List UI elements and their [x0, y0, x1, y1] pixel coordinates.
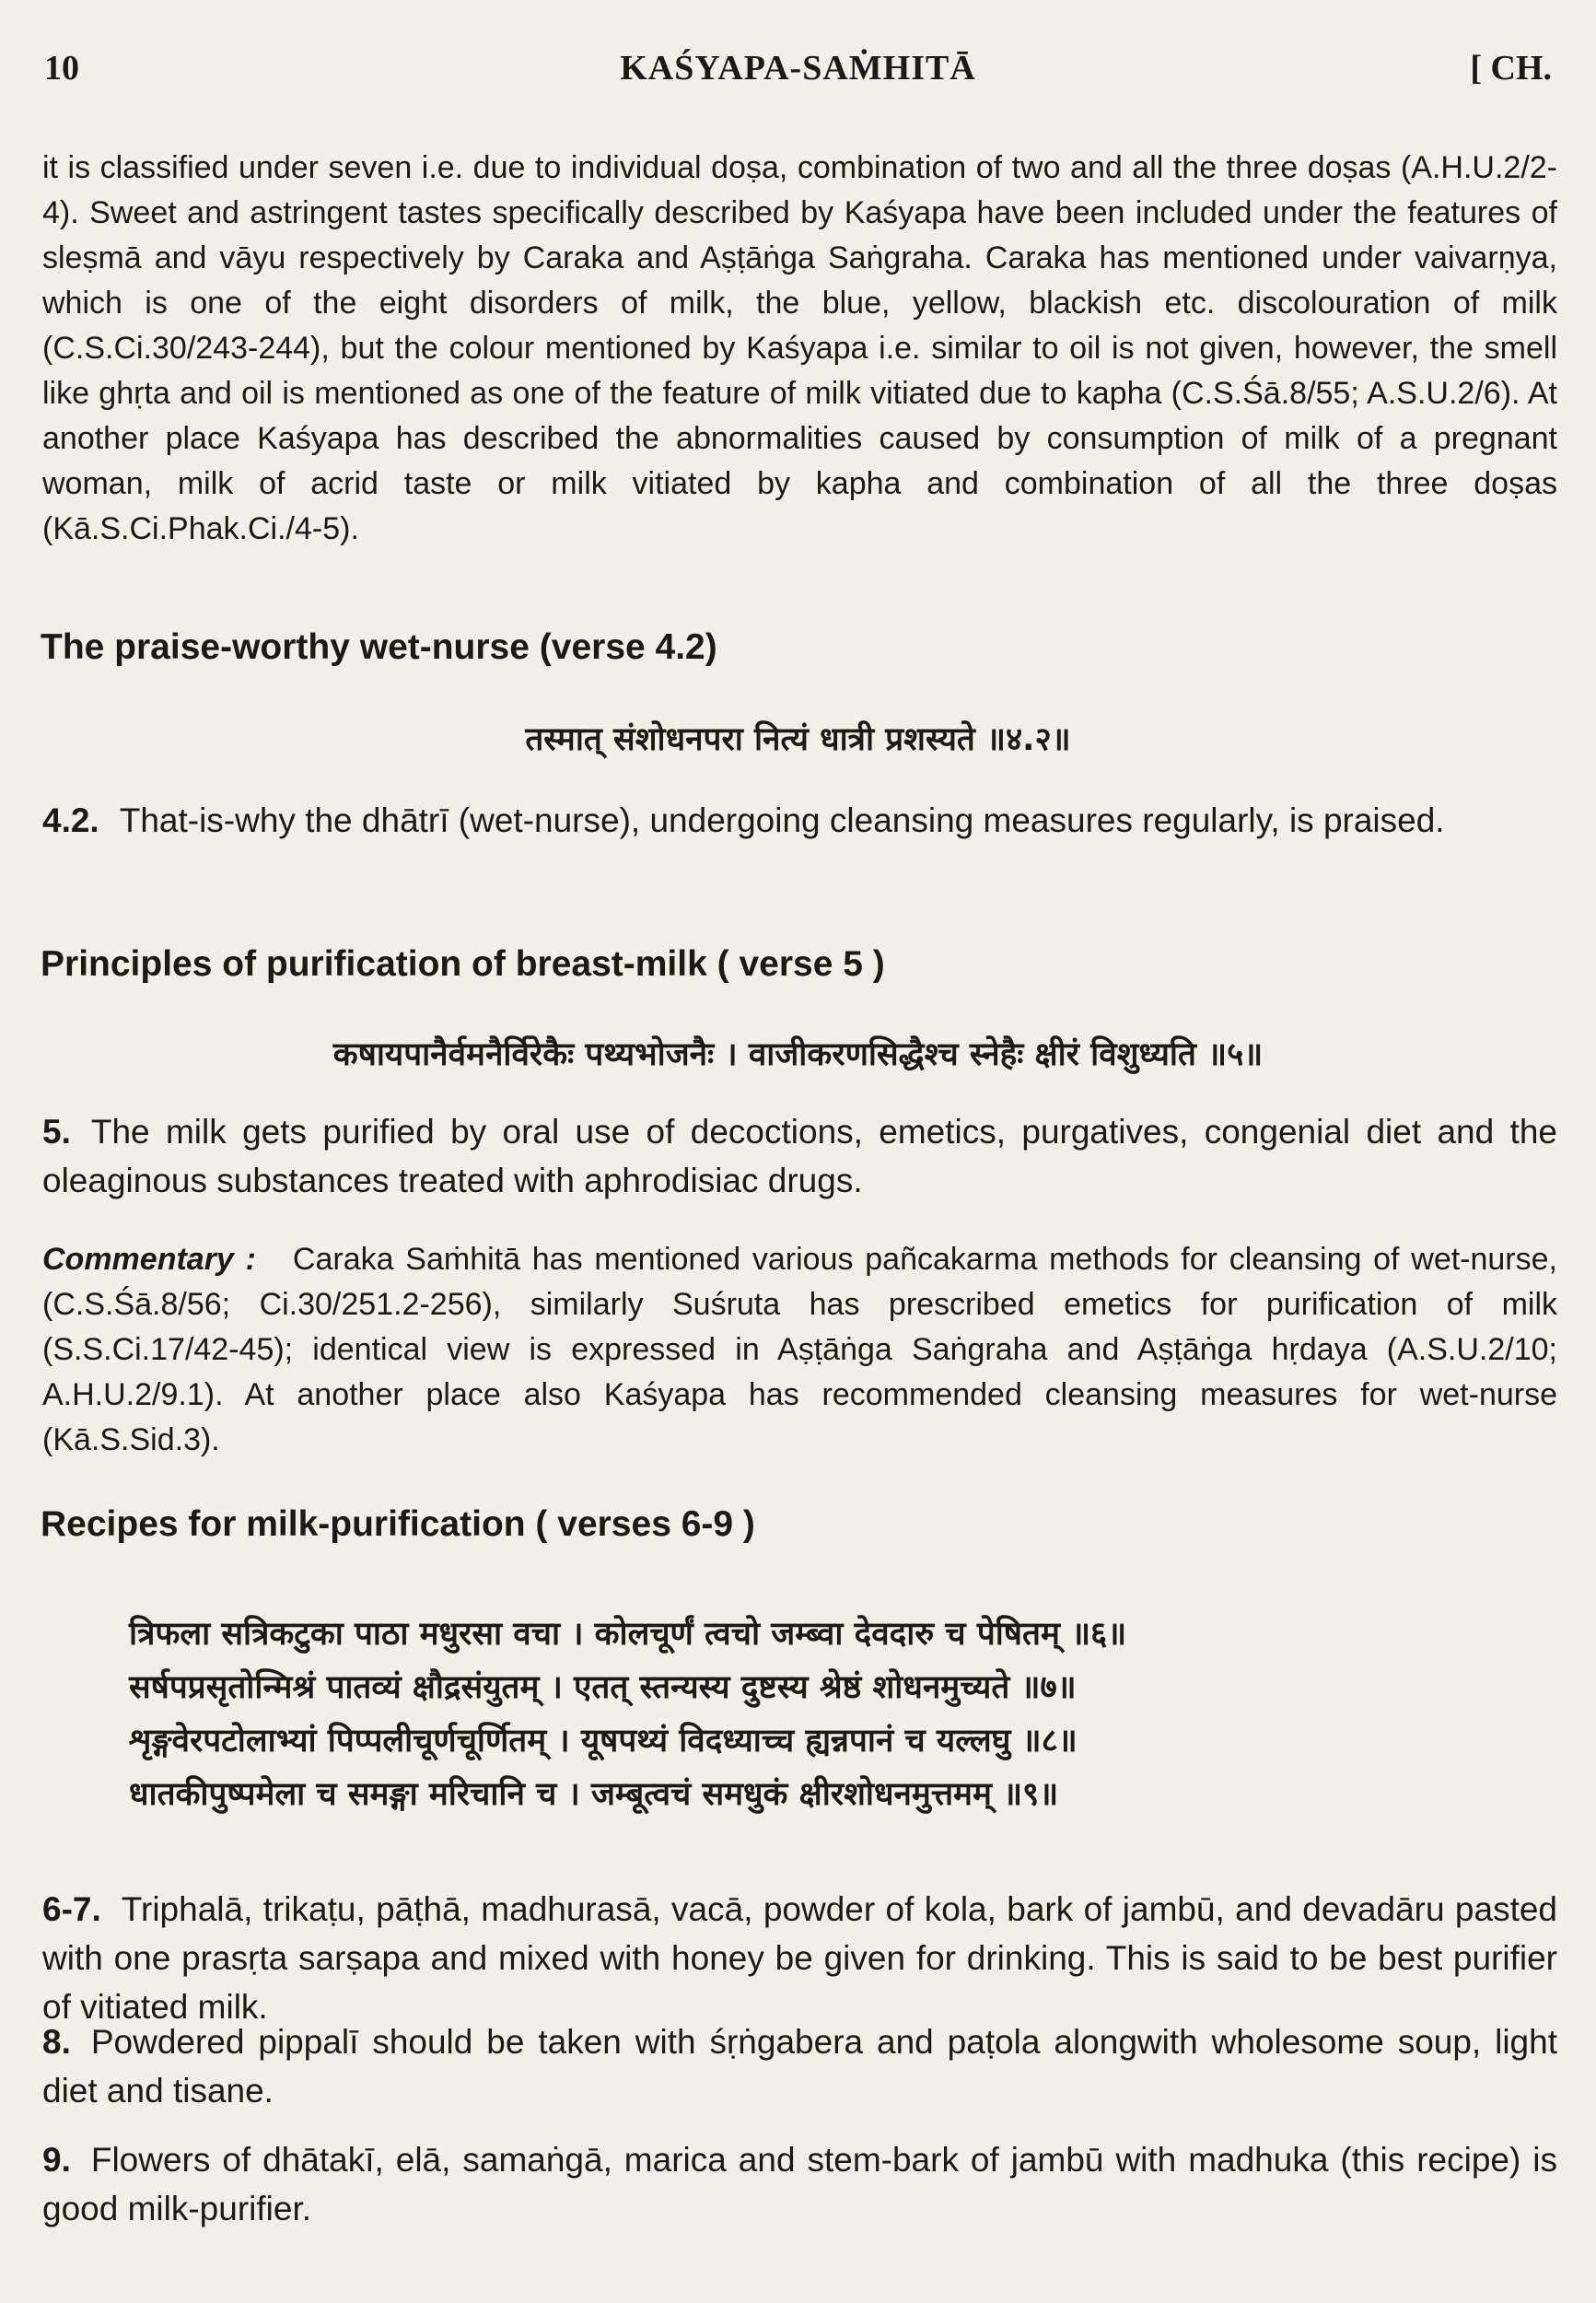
book-title: KAŚYAPA-SAṀHITĀ — [620, 49, 976, 88]
section-heading-wet-nurse: The praise-worthy wet-nurse (verse 4.2) — [41, 627, 717, 667]
verse-number: 5. — [42, 1113, 71, 1151]
verse-number: 8. — [42, 2023, 71, 2061]
intro-paragraph: it is classified under seven i.e. due to individual doṣa, combination of two and all the three doṣas (A.H.U.2/2-4). Sweet and astringent tastes specifically described by Kaśyapa have been included under the features of sleṣmā and vāyu respectively by Caraka and Aṣṭāṅga Saṅgraha. Caraka has mentioned under vaivarṇya, which is one of the eight disorders of milk, the blue, yellow, blackish etc. discolouration of milk (C.S.Ci.30/243-244), but the colour mentioned by Kaśyapa i.e. similar to oil is not given, however, the smell like ghṛta and oil is mentioned as one of the feature of milk vitiated due to kapha (C.S.Śā.8/55; A.S.U.2/6). At another place Kaśyapa has described the abnormalities caused by consumption of milk of a pregnant woman, milk of acrid taste or milk vitiated by kapha and combination of all the three doṣas (Kā.S.Ci.Phak.Ci./4-5). — [42, 150, 1557, 546]
verse-number: 4.2. — [42, 801, 99, 839]
translation-text: That-is-why the dhātrī (wet-nurse), undergoing cleansing measures regularly, is praised. — [119, 801, 1445, 839]
chapter-marker: [ CH. — [1470, 49, 1552, 88]
page-number: 10 — [44, 49, 79, 88]
commentary-text: Caraka Saṁhitā has mentioned various pañcakarma methods for cleansing of wet-nurse, (C.S.Śā.8/56; Ci.30/251.2-256), similarly Suśruta has prescribed emetics for purification of milk (S.S.Ci.17/42-45); identical view is expressed in Aṣṭāṅga Saṅgraha and Aṣṭāṅga hṛdaya (A.S.U.2/10; A.H.U.2/9.1). At another place also Kaśyapa has recommended cleansing measures for wet-nurse (Kā.S.Sid.3). — [42, 1242, 1557, 1457]
translation-6-7 — [42, 1885, 1557, 2031]
translation-text: The milk gets purified by oral use of decoctions, emetics, purgatives, congenial diet and the oleaginous substances treated with aphrodisiac drugs. — [42, 1113, 1557, 1199]
translation-text: Flowers of dhātakī, elā, samaṅgā, marica and stem-bark of jambū with madhuka (this recipe) is good milk-purifier. — [42, 2141, 1557, 2227]
sanskrit-verse-4-2: तस्मात् संशोधनपरा नित्यं धात्री प्रशस्यते ॥४.२॥ — [525, 721, 1071, 758]
sanskrit-verse-line: शृङ्गवेरपटोलाभ्यां पिप्पलीचूर्णचूर्णितम् । यूषपथ्यं विदध्याच्च ह्यन्नपानं च यल्लघु ॥८॥ — [129, 1723, 1078, 1759]
section-heading-purification-principles: Principles of purification of breast-milk ( verse 5 ) — [41, 944, 885, 984]
translation-9 — [42, 2135, 1557, 2233]
commentary-label: Commentary : — [42, 1242, 256, 1277]
sanskrit-verse-line: सर्षपप्रसृतोन्मिश्रं पातव्यं क्षौद्रसंयुतम् । एतत् स्तन्यस्य दुष्टस्य श्रेष्ठं शोधनमुच्यते ॥७॥ — [129, 1669, 1077, 1706]
translation-text: Powdered pippalī should be taken with śṛṅgabera and paṭola alongwith wholesome soup, light diet and tisane. — [42, 2023, 1557, 2110]
section-heading-recipes: Recipes for milk-purification ( verses 6-9 ) — [41, 1504, 755, 1544]
translation-text: Triphalā, trikaṭu, pāṭhā, madhurasā, vacā, powder of kola, bark of jambū, and devadāru pasted with one prasṛta sarṣapa and mixed with honey be given for drinking. This is said to be best purifier of vitiated milk. — [42, 1890, 1557, 2026]
sanskrit-verse-5: कषायपानैर्वमनैर्विरेकैः पथ्यभोजनैः । वाजीकरणसिद्धैश्च स्नेहैः क्षीरं विशुध्यति ॥५॥ — [332, 1036, 1264, 1073]
verse-number: 9. — [42, 2141, 71, 2179]
sanskrit-verse-line: धातकीपुष्पमेला च समङ्गा मरिचानि च । जम्बूत्वचं समधुकं क्षीरशोधनमुत्तमम् ॥९॥ — [129, 1776, 1059, 1813]
running-header — [44, 48, 1552, 92]
verse-number: 6-7. — [42, 1890, 101, 1928]
sanskrit-verse-line: त्रिफला सत्रिकटुका पाठा मधुरसा वचा । कोलचूर्णं त्वचो जम्ब्वा देवदारु च पेषितम् ॥६॥ — [129, 1616, 1127, 1653]
commentary-paragraph — [42, 1237, 1557, 1463]
translation-4-2 — [42, 796, 1557, 845]
translation-5 — [42, 1107, 1557, 1205]
sanskrit-verses-6-9 — [129, 1607, 1458, 1821]
translation-8 — [42, 2017, 1557, 2115]
